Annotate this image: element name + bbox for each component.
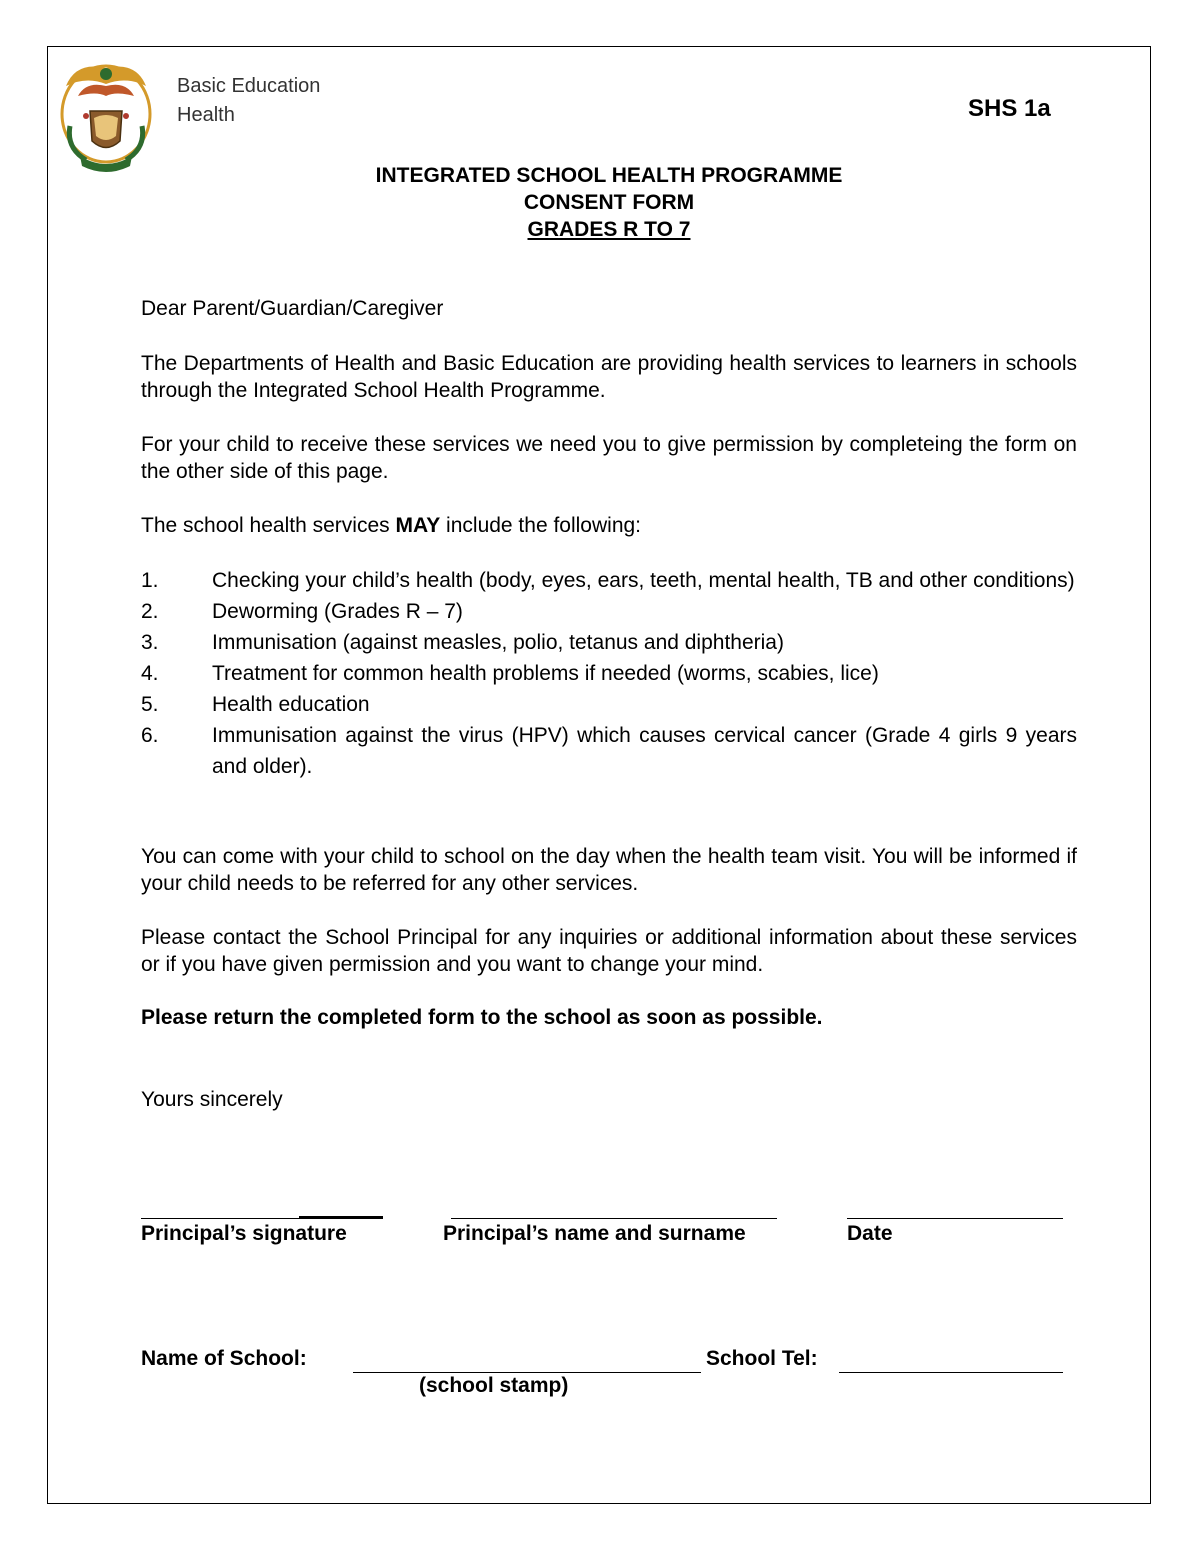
list-item: 4. Treatment for common health problems if needed (worms, scabies, lice) bbox=[141, 662, 879, 685]
school-name-line[interactable] bbox=[353, 1372, 701, 1373]
principal-name-line[interactable] bbox=[451, 1218, 777, 1219]
title-line-consent-form: CONSENT FORM bbox=[523, 191, 695, 214]
visit-paragraph: You can come with your child to school on the day when the health team visit. You will be informed if your child needs to be referred for any other services. bbox=[141, 845, 1077, 895]
principal-name-label: Principal’s name and surname bbox=[443, 1222, 746, 1245]
form-title bbox=[0, 162, 1200, 243]
department-name bbox=[177, 72, 320, 130]
date-label: Date bbox=[847, 1222, 893, 1245]
list-item: 1. Checking your child’s health (body, eyes, ears, teeth, mental health, TB and other conditions) bbox=[141, 569, 1075, 592]
list-item: 6. Immunisation against the virus (HPV) which causes cervical cancer (Grade 4 girls 9 years and older). bbox=[141, 724, 1077, 778]
date-line[interactable] bbox=[847, 1218, 1063, 1219]
may-emphasis: MAY bbox=[395, 514, 441, 537]
list-item: 5. Health education bbox=[141, 693, 370, 716]
services-intro: The school health services MAY include the following: bbox=[141, 514, 642, 537]
principal-signature-label: Principal’s signature bbox=[141, 1222, 347, 1245]
intro-paragraph: The Departments of Health and Basic Education are providing health services to learners in schools through the Integrated School Health Programme. bbox=[141, 352, 1077, 402]
title-line-grades: GRADES R TO 7 bbox=[527, 218, 691, 241]
closing: Yours sincerely bbox=[141, 1088, 283, 1111]
school-tel-label: School Tel: bbox=[706, 1347, 818, 1370]
list-item: 2. Deworming (Grades R – 7) bbox=[141, 600, 463, 623]
school-tel-line[interactable] bbox=[839, 1372, 1063, 1373]
permission-paragraph: For your child to receive these services we need you to give permission by completeing the form on the other side of this page. bbox=[141, 433, 1077, 483]
form-code: SHS 1a bbox=[968, 95, 1051, 122]
contact-paragraph: Please contact the School Principal for any inquiries or additional information about these services or if you have given permission and you want to change your mind. bbox=[141, 926, 1077, 976]
department-line-basic-education: Basic Education bbox=[177, 75, 321, 97]
school-name-label: Name of School: bbox=[141, 1347, 307, 1370]
department-line-health: Health bbox=[177, 104, 235, 126]
salutation: Dear Parent/Guardian/Caregiver bbox=[141, 297, 444, 320]
coat-of-arms-logo bbox=[56, 56, 156, 176]
school-stamp-label: (school stamp) bbox=[419, 1374, 569, 1397]
services-list bbox=[141, 565, 1077, 782]
list-item: 3. Immunisation (against measles, polio, tetanus and diphtheria) bbox=[141, 631, 784, 654]
return-note: Please return the completed form to the school as soon as possible. bbox=[141, 1006, 823, 1029]
title-line-programme: INTEGRATED SCHOOL HEALTH PROGRAMME bbox=[375, 164, 843, 187]
signature-line-accent bbox=[299, 1216, 383, 1219]
